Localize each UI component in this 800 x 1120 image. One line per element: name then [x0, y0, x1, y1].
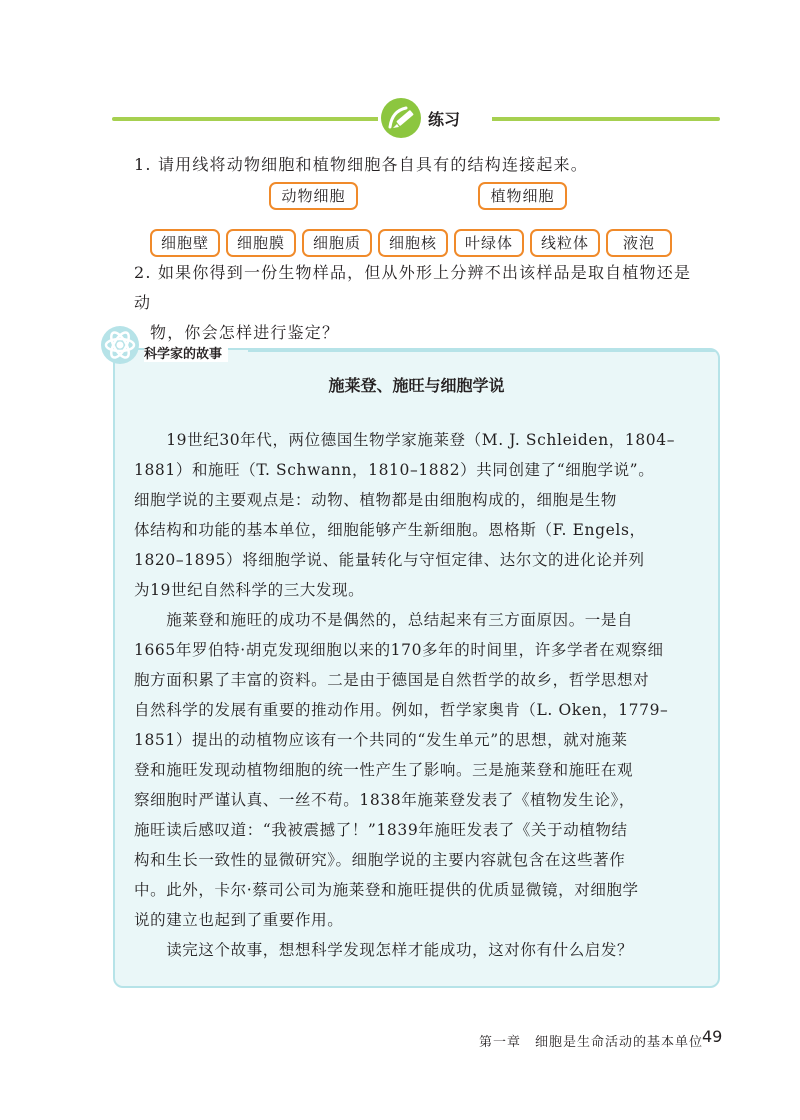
story-line: 施旺读后感叹道：“我被震撼了！”1839年施旺发表了《关于动植物结 [134, 821, 628, 839]
story-line: 登和施旺发现动植物细胞的统一性产生了影响。三是施莱登和施旺在观 [134, 761, 634, 779]
story-line: 1851）提出的动植物应该有一个共同的“发生单元”的思想，就对施莱 [134, 731, 628, 749]
page-number: 49 [702, 1027, 723, 1046]
story-line: 中。此外，卡尔·蔡司公司为施莱登和施旺提供的优质显微镜，对细胞学 [134, 881, 639, 899]
story-line: 构和生长一致性的显微研究》。细胞学说的主要内容就包含在这些著作 [134, 851, 626, 869]
story-line: 体结构和功能的基本单位，细胞能够产生新细胞。恩格斯（F. Engels， [134, 521, 646, 539]
story-line: 为19世纪自然科学的三大发现。 [134, 581, 365, 599]
structure-nucleus[interactable]: 细胞核 [378, 229, 448, 257]
question-2-line-1: 2. 如果你得到一份生物样品，但从外形上分辨不出该样品是取自植物还是动 [134, 263, 692, 312]
atom-icon [100, 325, 140, 365]
question-2-line-2: 物，你会怎样进行鉴定？ [150, 323, 340, 342]
story-line: 1665年罗伯特·胡克发现细胞以来的170多年的时间里，许多学者在观察细 [134, 641, 664, 659]
question-1: 1. 请用线将动物细胞和植物细胞各自具有的结构连接起来。 [134, 155, 588, 174]
story-section-label: 科学家的故事 [144, 343, 228, 362]
story-line: 察细胞时严谨认真、一丝不苟。1838年施莱登发表了《植物发生论》， [134, 791, 635, 809]
story-line: 施莱登和施旺的成功不是偶然的，总结起来有三方面原因。一是自 [134, 611, 634, 629]
story-header-rule [248, 350, 716, 352]
pencil-icon [380, 97, 422, 139]
story-line: 说的建立也起到了重要作用。 [134, 911, 344, 929]
exercise-title: 练习 [428, 110, 461, 129]
story-line: 1881）和施旺（T. Schwann，1810–1882）共同创建了“细胞学说”。 [134, 461, 655, 479]
footer-chapter-title: 第一章 细胞是生命活动的基本单位 [479, 1035, 704, 1050]
animal-cell-box[interactable]: 动物细胞 [269, 182, 358, 210]
story-line: 1820–1895）将细胞学说、能量转化与守恒定律、达尔文的进化论并列 [134, 551, 645, 569]
story-body [134, 425, 700, 965]
question-2 [134, 258, 694, 348]
structure-mitochondria[interactable]: 线粒体 [530, 229, 600, 257]
plant-cell-box[interactable]: 植物细胞 [478, 182, 567, 210]
story-line: 读完这个故事，想想科学发现怎样才能成功，这对你有什么启发？ [134, 941, 634, 959]
story-title: 施莱登、施旺与细胞学说 [328, 376, 505, 395]
structure-vacuole[interactable]: 液泡 [606, 229, 672, 257]
structure-cell-wall[interactable]: 细胞壁 [150, 229, 220, 257]
structure-chloroplast[interactable]: 叶绿体 [454, 229, 524, 257]
story-line: 自然科学的发展有重要的推动作用。例如，哲学家奥肯（L. Oken，1779– [134, 701, 669, 719]
structure-cytoplasm[interactable]: 细胞质 [302, 229, 372, 257]
structure-cell-membrane[interactable]: 细胞膜 [226, 229, 296, 257]
story-line: 胞方面积累了丰富的资料。二是由于德国是自然哲学的故乡，哲学思想对 [134, 671, 650, 689]
story-line: 细胞学说的主要观点是：动物、植物都是由细胞构成的，细胞是生物 [134, 491, 618, 509]
story-line: 19世纪30年代，两位德国生物学家施莱登（M. J. Schleiden，1804– [134, 431, 676, 449]
